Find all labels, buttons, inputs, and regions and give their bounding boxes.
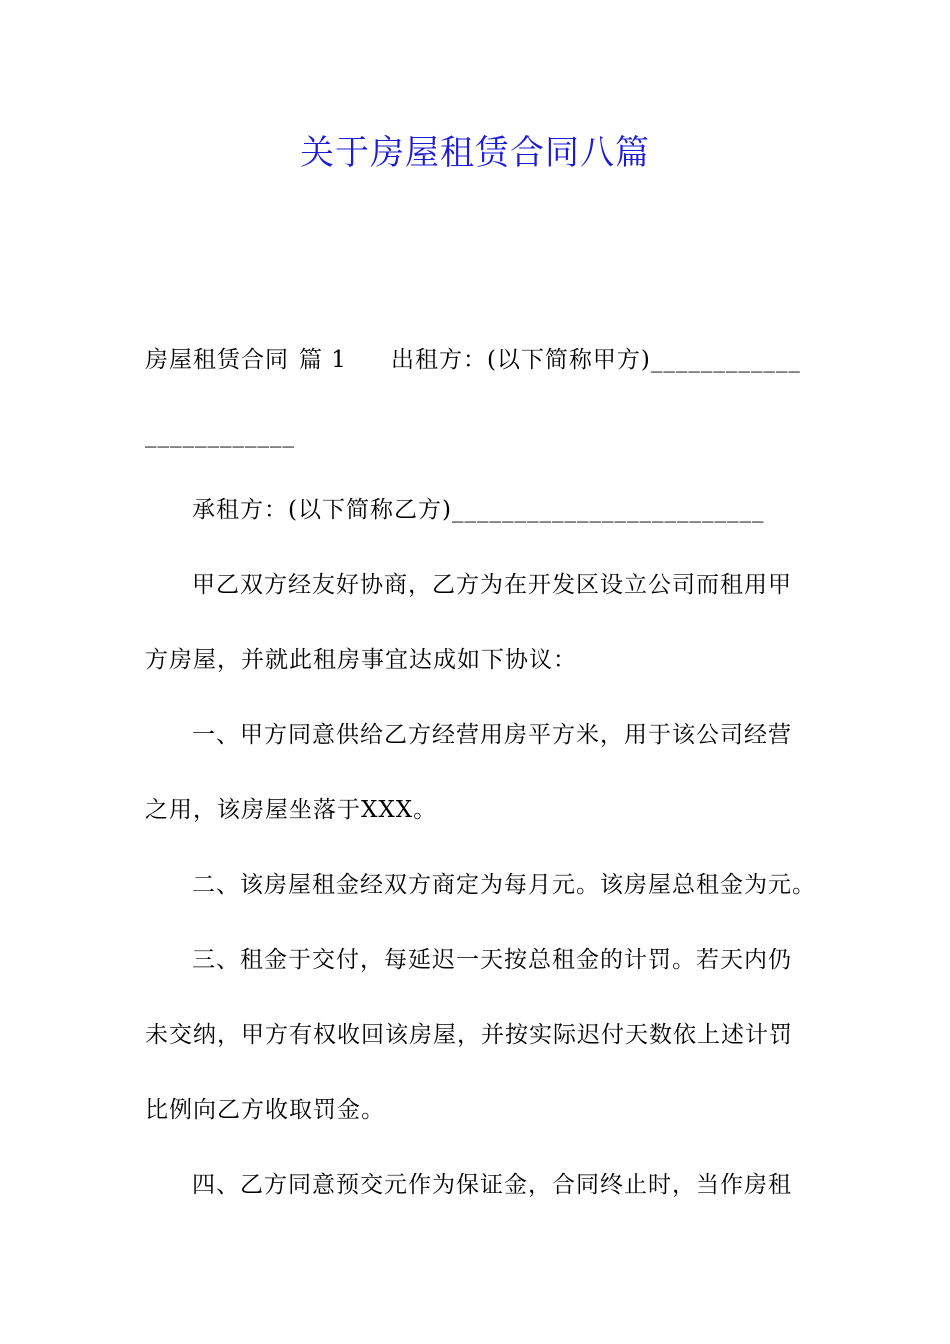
contract-number: 篇 1 — [299, 347, 347, 373]
lessee-line: 承租方：(以下简称乙方)_________________________ — [192, 497, 765, 523]
contract-heading-line — [145, 345, 801, 375]
clause-2-line-1: 二、该房屋租金经双方商定为每月元。该房屋总租金为元。 — [192, 872, 816, 898]
clause-3-line-1: 三、租金于交付，每延迟一天按总租金的计罚。若天内仍 — [192, 947, 792, 973]
paragraph-intro-line-1: 甲乙双方经友好协商，乙方为在开发区设立公司而租用甲 — [192, 572, 792, 598]
clause-1-line-1: 一、甲方同意供给乙方经营用房平方米，用于该公司经营 — [192, 722, 792, 748]
paragraph-intro-line-2: 方房屋，并就此租房事宜达成如下协议： — [145, 647, 577, 673]
lessor-line-continuation: ____________ — [145, 422, 295, 448]
document-title: 关于房屋租赁合同八篇 — [300, 133, 650, 173]
clause-1-line-2: 之用，该房屋坐落于XXX。 — [145, 797, 438, 823]
lessor-line: 出租方：(以下简称甲方)____________ — [390, 347, 801, 373]
contract-heading: 房屋租赁合同 — [145, 347, 289, 373]
clause-3-line-2: 未交纳，甲方有权收回该房屋，并按实际迟付天数依上述计罚 — [145, 1022, 793, 1048]
clause-3-line-3: 比例向乙方收取罚金。 — [145, 1097, 385, 1123]
clause-4-line-1: 四、乙方同意预交元作为保证金，合同终止时，当作房租 — [192, 1172, 792, 1198]
